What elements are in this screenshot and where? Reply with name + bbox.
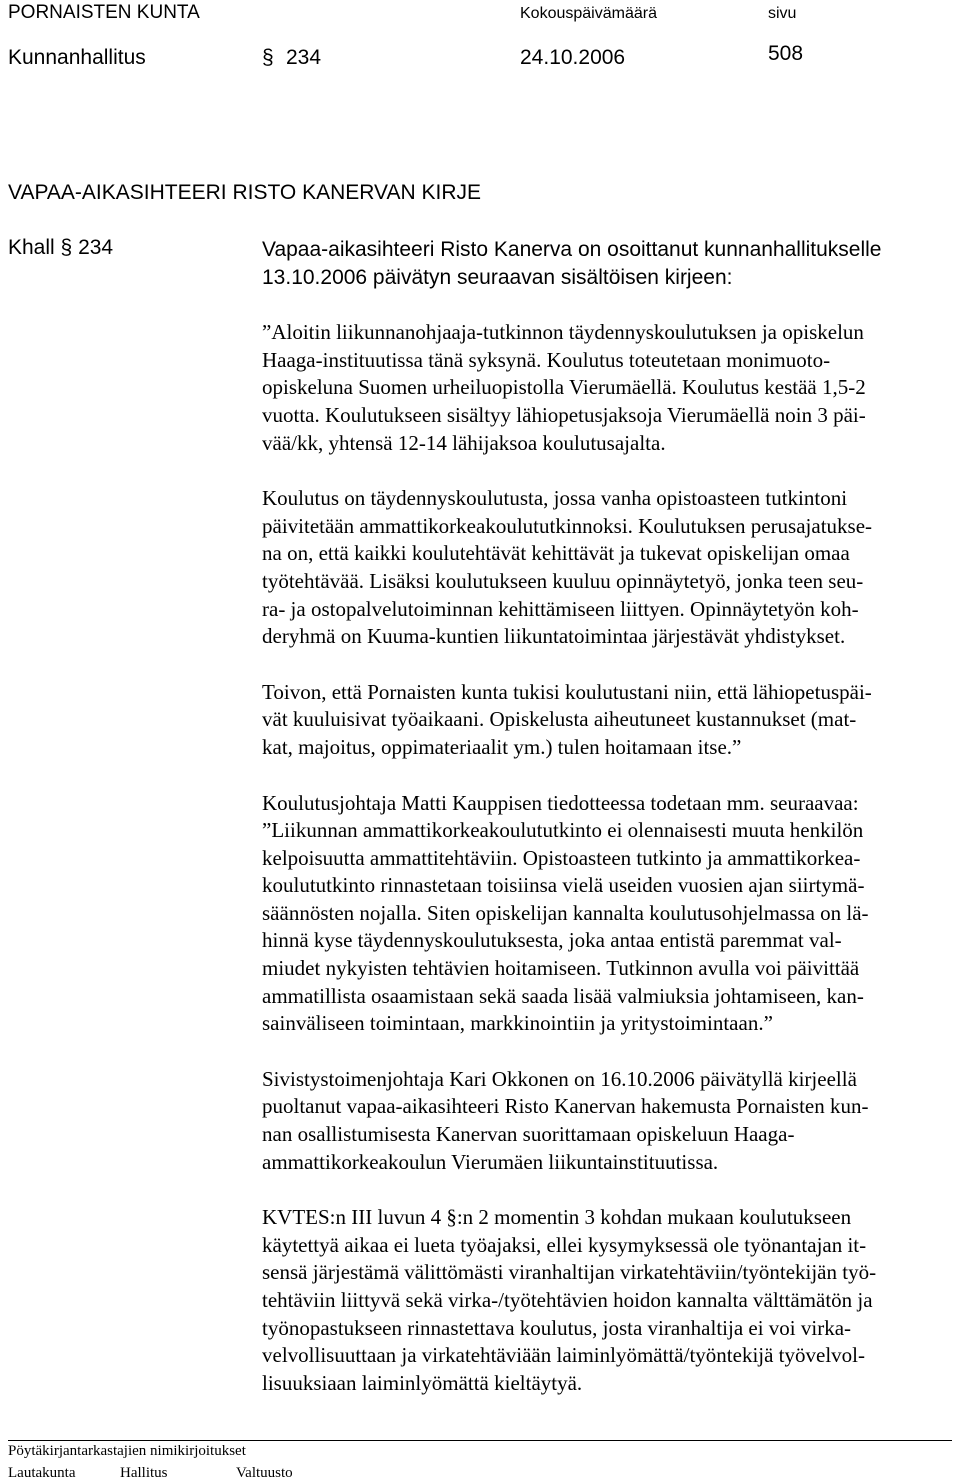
text-line: miudet nykyisten tehtävien hoitamiseen. Tutkinnon avulla voi päivittää bbox=[262, 956, 860, 981]
footer-body-council: Valtuusto bbox=[236, 1465, 293, 1481]
signatures-label: Pöytäkirjantarkastajien nimikirjoitukset bbox=[8, 1443, 246, 1459]
text-line: kat, majoitus, oppimateriaalit ym.) tulen hoitamaan itse.” bbox=[262, 734, 742, 759]
text-line: työtehtävää. Lisäksi koulutukseen kuuluu opinnäytetyö, jonka teen seu- bbox=[262, 568, 864, 593]
paragraph-kvtes bbox=[262, 1204, 952, 1397]
footer-body-board: Lautakunta bbox=[8, 1465, 76, 1481]
text-line: vää/kk, yhtensä 12-14 lähijaksoa koulutusajalta. bbox=[262, 430, 666, 455]
org-name: PORNAISTEN KUNTA bbox=[8, 2, 200, 23]
text-line: Vapaa-aikasihteeri Risto Kanerva on osoittanut kunnanhallitukselle bbox=[262, 238, 882, 261]
meeting-date-label: Kokouspäivämäärä bbox=[520, 5, 657, 22]
text-line: ”Liikunnan ammattikorkeakoulututkinto ei olennaisesti muuta henkilön bbox=[262, 818, 864, 843]
text-line: 13.10.2006 päivätyn seuraavan sisältöisen kirjeen: bbox=[262, 265, 733, 289]
text-line: vät kuuluisivat työaikaani. Opiskelusta aiheutuneet kustannukset (mat- bbox=[262, 707, 857, 732]
page-label: sivu bbox=[768, 5, 797, 22]
page-number: 508 bbox=[768, 42, 804, 65]
text-line: lisuuksiaan laiminlyömättä kieltäytyä. bbox=[262, 1370, 583, 1395]
paragraph-letter-1 bbox=[262, 319, 952, 457]
text-line: na on, että kaikki koulutehtävät kehittävät ja tukevat opiskelijan omaa bbox=[262, 541, 850, 566]
section-number: 234 bbox=[286, 46, 322, 69]
text-line: koulututkinto rinnastetaan toisiinsa vielä useiden vuosien ajan siirtymä- bbox=[262, 873, 865, 898]
text-line: Koulutus on täydennyskoulutusta, jossa vanha opistoasteen tutkintoni bbox=[262, 486, 848, 511]
text-line: KVTES:n III luvun 4 §:n 2 momentin 3 kohdan mukaan koulutukseen bbox=[262, 1205, 852, 1230]
text-line: sainväliseen toimintaan, markkinointiin ja yritystoimintaan.” bbox=[262, 1011, 773, 1036]
paragraph-letter-2 bbox=[262, 485, 952, 651]
text-line: opiskeluna Suomen urheiluopistolla Vierumäellä. Koulutus kestää 1,5-2 bbox=[262, 375, 866, 400]
document-title: VAPAA-AIKASIHTEERI RISTO KANERVAN KIRJE bbox=[8, 181, 482, 204]
text-line: kelpoisuutta ammattitehtäviin. Opistoasteen tutkinto ja ammattikorkea- bbox=[262, 845, 861, 870]
meeting-date: 24.10.2006 bbox=[520, 46, 626, 69]
text-line: ra- ja ostopalvelutoiminnan kehittämiseen liittyen. Opinnäytetyön koh- bbox=[262, 596, 859, 621]
text-line: ammattikorkeakoulun Vierumäen liikuntainstituutissa. bbox=[262, 1149, 719, 1174]
paragraph-bulletin bbox=[262, 790, 952, 1038]
text-line: työnopastukseen rinnastettava koulutus, josta viranhaltija ei voi virka- bbox=[262, 1315, 852, 1340]
text-line: päivitetään ammattikorkeakoulututkinnoksi. Koulutuksen perusajatukse- bbox=[262, 513, 873, 538]
text-line: deryhmä on Kuuma-kuntien liikuntatoimintaa järjestävät yhdistykset. bbox=[262, 624, 846, 649]
case-reference bbox=[8, 236, 113, 260]
case-number: 234 bbox=[78, 236, 114, 259]
text-line: Toivon, että Pornaisten kunta tukisi koulutustani niin, että lähiopetuspäi- bbox=[262, 679, 872, 704]
case-prefix: Khall bbox=[8, 236, 55, 259]
text-line: ammatillista osaamistaan sekä saada lisää valmiuksia johtamiseen, kan- bbox=[262, 983, 864, 1008]
paragraph-director bbox=[262, 1066, 952, 1176]
paragraph-letter-3 bbox=[262, 679, 952, 762]
text-line: nan osallistumisesta Kanervan suorittamaan opiskeluun Haaga- bbox=[262, 1122, 795, 1147]
text-line: Koulutusjohtaja Matti Kauppisen tiedotteessa todetaan mm. seuraavaa: bbox=[262, 790, 859, 815]
text-line: käytettyä aikaa ei lueta työajaksi, ellei kysymyksessä ole työnantajan it- bbox=[262, 1232, 867, 1257]
text-line: sensä järjestämä välittömästi viranhaltijan virkatehtäviin/työntekijän työ- bbox=[262, 1260, 877, 1285]
case-symbol: § bbox=[60, 236, 73, 259]
text-line: vuotta. Koulutukseen sisältyy lähiopetusjaksoja Vierumäellä noin 3 päi- bbox=[262, 402, 866, 427]
section-symbol: § bbox=[262, 46, 274, 69]
text-line: tehtäviin liittyvä sekä virka-/työtehtävien hoidon kannalta välttämätön ja bbox=[262, 1288, 873, 1312]
text-line: Sivistystoimenjohtaja Kari Okkonen on 16.10.2006 päivätyllä kirjeellä bbox=[262, 1066, 857, 1091]
text-line: puoltanut vapaa-aikasihteeri Risto Kanervan hakemusta Pornaisten kun- bbox=[262, 1094, 869, 1119]
footer-body-government: Hallitus bbox=[120, 1465, 168, 1481]
governing-body: Kunnanhallitus bbox=[8, 46, 146, 69]
text-line: velvollisuuttaan ja virkatehtäviään laiminlyömättä/työntekijä työvelvol- bbox=[262, 1343, 866, 1368]
footer-divider bbox=[8, 1440, 952, 1441]
body-text bbox=[262, 236, 952, 1425]
text-line: säännösten nojalla. Siten opiskelijan kannalta koulutusohjelmassa on lä- bbox=[262, 900, 869, 925]
text-line: hinnä kyse täydennyskoulutuksesta, joka antaa entistä paremmat val- bbox=[262, 928, 842, 953]
text-line: ”Aloitin liikunnanohjaaja-tutkinnon täydennyskoulutuksen ja opiskelun bbox=[262, 320, 864, 345]
paragraph-intro bbox=[262, 236, 952, 291]
text-line: Haaga-instituutissa tänä syksynä. Koulutus toteutetaan monimuoto- bbox=[262, 347, 831, 372]
